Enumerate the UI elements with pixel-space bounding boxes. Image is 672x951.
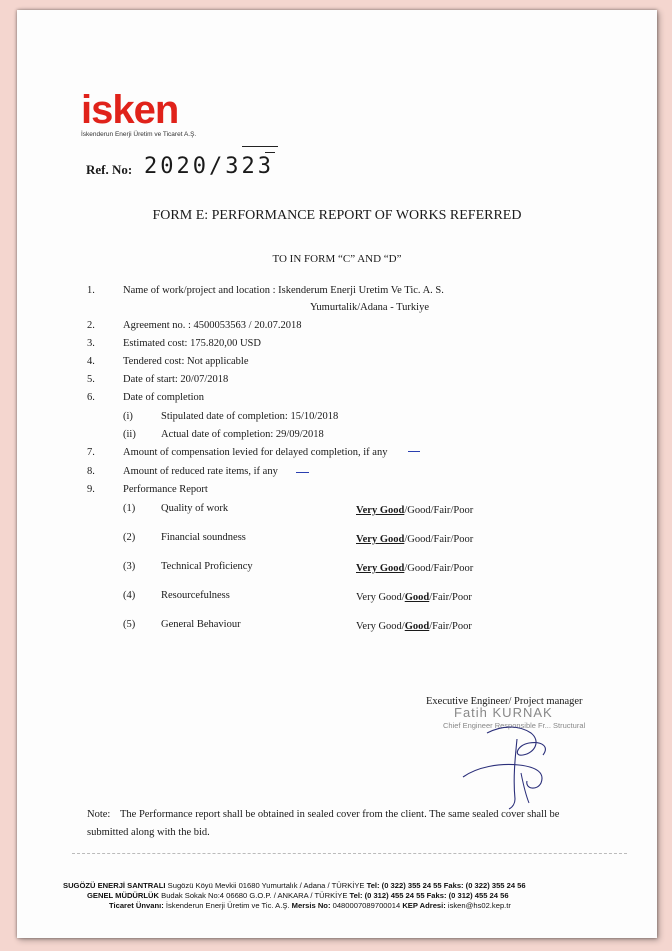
performance-number: (3) (123, 561, 136, 572)
performance-rating: Very Good/Good/Fair/Poor (356, 592, 472, 603)
footer-mersis-label: Mersis No: (291, 901, 331, 910)
stamp-name: Fatih KURNAK (454, 705, 553, 720)
rating-option: Poor (453, 534, 474, 545)
ref-number: 2020/323 (144, 154, 274, 179)
item-text: Estimated cost: 175.820,00 USD (123, 338, 261, 349)
signer-title: Executive Engineer/ Project manager (426, 696, 583, 707)
performance-label: General Behaviour (161, 619, 241, 630)
rating-option: Very Good (356, 534, 405, 545)
rating-option: Poor (452, 621, 472, 632)
rating-option: Very Good (356, 563, 405, 574)
subitem-number: (ii) (123, 429, 136, 440)
footer-line-2 (87, 891, 509, 900)
ref-label: Ref. No: (86, 162, 133, 177)
handwritten-dash (296, 472, 309, 473)
note-text-continued: submitted along with the bid. (87, 827, 210, 838)
document-page (17, 10, 657, 938)
item-number: 2. (87, 320, 95, 331)
performance-rating: Very Good/Good/Fair/Poor (356, 563, 474, 574)
performance-number: (1) (123, 503, 136, 514)
rating-option: Poor (453, 563, 474, 574)
overline-mark (265, 152, 275, 153)
item-text-continued: Yumurtalik/Adana - Turkiye (310, 302, 429, 313)
item-text: Agreement no. : 4500053563 / 20.07.2018 (123, 320, 302, 331)
rating-option: Fair (432, 621, 450, 632)
performance-number: (4) (123, 590, 136, 601)
footer-plant-label: SUGÖZÜ ENERJİ SANTRALI (63, 881, 166, 890)
handwritten-signature (457, 703, 597, 813)
performance-number: (2) (123, 532, 136, 543)
rating-option: Poor (452, 592, 472, 603)
item-number: 1. (87, 285, 95, 296)
subitem-number: (i) (123, 411, 133, 422)
performance-label: Quality of work (161, 503, 229, 514)
footer-mersis-number: 0480007089700014 (332, 901, 401, 910)
footer-plant-address: Sugözü Köyü Mevkii 01680 Yumurtalık / Adana / TÜRKİYE (167, 881, 365, 890)
stamp-title: Chief Engineer Responsible Fr... Structural (443, 721, 586, 730)
item-number: 4. (87, 356, 95, 367)
form-subtitle: TO IN FORM “C” AND “D” (272, 253, 402, 265)
footer-kep-label: KEP Adresi: (402, 901, 446, 910)
rating-option: Poor (453, 505, 474, 516)
company-logo (81, 90, 196, 138)
item-number: 7. (87, 447, 95, 458)
footer-hq-address: Budak Sokak No:4 06680 G.O.P. / ANKARA / TÜRKİYE (161, 891, 348, 900)
rating-option: Good (407, 505, 431, 516)
footer-trade-name: İskenderun Enerji Üretim ve Tic. A.Ş. (165, 901, 290, 910)
logo-wordmark: isken (81, 88, 179, 132)
performance-label: Technical Proficiency (161, 561, 253, 572)
logo-subtitle: İskenderun Enerji Üretim ve Ticaret A.Ş. (81, 131, 197, 138)
rating-option: Good (407, 563, 431, 574)
item-text: Performance Report (123, 484, 208, 495)
item-number: 3. (87, 338, 95, 349)
item-number: 5. (87, 374, 95, 385)
footer-line-1 (63, 881, 526, 890)
performance-label: Resourcefulness (161, 590, 230, 601)
rating-option: Fair (433, 563, 451, 574)
rating-option: Fair (433, 534, 451, 545)
item-number: 8. (87, 466, 95, 477)
rating-option: Fair (432, 592, 450, 603)
footer-hq-phone: Tel: (0 312) 455 24 55 Faks: (0 312) 455 24 56 (349, 891, 509, 900)
footer-line-3 (109, 901, 511, 910)
item-text: Amount of compensation levied for delayed completion, if any (123, 447, 388, 458)
subitem-text: Stipulated date of completion: 15/10/2018 (161, 411, 339, 422)
form-title: FORM E: PERFORMANCE REPORT OF WORKS REFERRED (152, 208, 522, 223)
item-text: Date of completion (123, 392, 205, 403)
performance-number: (5) (123, 619, 136, 630)
rating-option: Good (404, 621, 430, 632)
performance-rating: Very Good/Good/Fair/Poor (356, 534, 474, 545)
item-number: 9. (87, 484, 95, 495)
performance-rating: Very Good/Good/Fair/Poor (356, 621, 472, 632)
footer-divider (72, 853, 627, 854)
item-text: Name of work/project and location : Iskenderum Enerji Uretim Ve Tic. A. S. (123, 285, 444, 296)
rating-option: Very Good (356, 592, 402, 603)
note-text: The Performance report shall be obtained in sealed cover from the client. The same sealed cover shall be (120, 809, 560, 820)
rating-option: Very Good (356, 505, 405, 516)
rating-option: Fair (433, 505, 451, 516)
item-text: Date of start: 20/07/2018 (123, 374, 229, 385)
note-label: Note: (87, 809, 111, 820)
performance-label: Financial soundness (161, 532, 246, 543)
footer-plant-phone: Tel: (0 322) 355 24 55 Faks: (0 322) 355 24 56 (366, 881, 526, 890)
rating-option: Good (407, 534, 431, 545)
item-text: Tendered cost: Not applicable (123, 356, 249, 367)
overline-mark (242, 146, 278, 147)
rating-option: Very Good (356, 621, 402, 632)
footer-trade-label: Ticaret Ünvanı: (109, 901, 164, 910)
footer-hq-label: GENEL MÜDÜRLÜK (87, 891, 159, 900)
item-text: Amount of reduced rate items, if any (123, 466, 278, 477)
subitem-text: Actual date of completion: 29/09/2018 (161, 429, 324, 440)
item-number: 6. (87, 392, 95, 403)
performance-rating: Very Good/Good/Fair/Poor (356, 505, 474, 516)
rating-option: Good (404, 592, 430, 603)
handwritten-dash (408, 451, 420, 452)
footer-kep-address: isken@hs02.kep.tr (447, 901, 511, 910)
